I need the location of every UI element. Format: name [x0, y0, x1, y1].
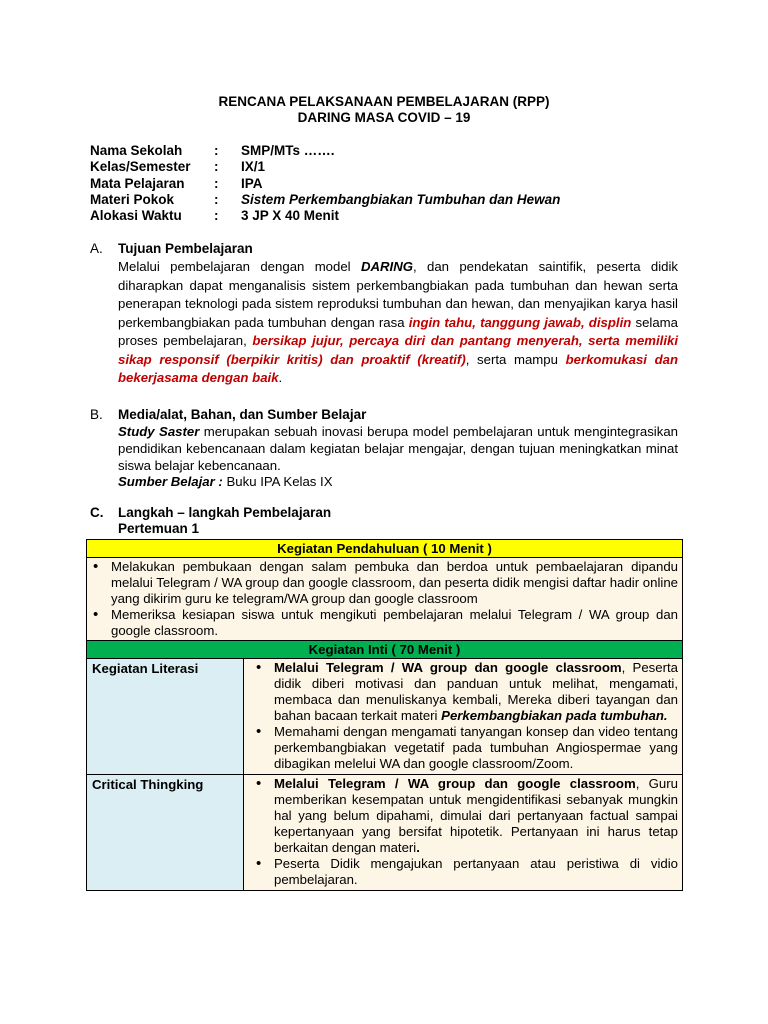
- info-row-time: [90, 208, 560, 224]
- table-row: [87, 540, 683, 558]
- info-colon: :: [214, 191, 219, 207]
- document-title: RENCANA PELAKSANAAN PEMBELAJARAN (RPP): [218, 94, 550, 109]
- intro-list: [87, 559, 682, 639]
- source-label: Sumber Belajar :: [118, 474, 223, 489]
- core-header: Kegiatan Inti ( 70 Menit ): [87, 641, 683, 659]
- text-run: .: [278, 370, 283, 385]
- list-item: • Memahami dengan mengamati tanyangan konsep dan video tentang perkembangbiakan vegetatif pada tumbuhan Angiospermae yang dibagikan melelui WA dan google classroom/Zoom.: [274, 724, 678, 772]
- intro-header: Kegiatan Pendahuluan ( 10 Menit ): [87, 540, 683, 558]
- list-item: [274, 660, 678, 724]
- section-a-paragraph: [118, 258, 678, 388]
- meeting-label: Pertemuan 1: [118, 521, 200, 536]
- list-item: • Memeriksa kesiapan siswa untuk mengikuti pembelajaran melalui Telegram / WA group dan google classroom.: [111, 607, 678, 639]
- section-c-heading: [90, 505, 331, 520]
- info-label: Nama Sekolah: [90, 143, 183, 158]
- info-label: Materi Pokok: [90, 191, 175, 207]
- info-row-school: [90, 143, 560, 159]
- section-title: Tujuan Pembelajaran: [118, 241, 253, 256]
- text-run-bold: Melalui Telegram / WA group dan google classroom: [274, 776, 636, 791]
- table-row: [87, 659, 683, 775]
- section-title: Langkah – langkah Pembelajaran: [118, 505, 332, 520]
- literacy-cell: [244, 659, 683, 775]
- list-item: [274, 776, 678, 856]
- section-letter: A.: [90, 241, 103, 256]
- text-run-bold: .: [416, 840, 420, 855]
- text-run: , dan pendekatan saintifik, peserta didik diharapkan dapat menganalisis sistem perkembangbiakan pada tumbuhan dan hewan serta penerapan teknologi pada sistem reproduksi tumbuhan dan hewan, dan menyajikan karya hasil perkembangbiakan pada tumbuhan dengan rasa: [118, 259, 678, 330]
- info-value: IX/1: [241, 159, 266, 175]
- info-value: 3 JP X 40 Menit: [241, 208, 340, 224]
- section-title: Media/alat, Bahan, dan Sumber Belajar: [118, 407, 367, 422]
- info-value: SMP/MTs …….: [241, 143, 335, 158]
- info-colon: :: [214, 208, 219, 224]
- info-label: Kelas/Semester: [90, 159, 191, 175]
- identity-block: [90, 143, 560, 224]
- section-letter: B.: [90, 407, 103, 422]
- table-row: [87, 775, 683, 891]
- text-run: Melalui pembelajaran dengan model: [118, 259, 361, 274]
- info-value: IPA: [241, 175, 263, 191]
- info-colon: :: [214, 143, 219, 158]
- text-run-bold: Melalui Telegram / WA group dan google classroom: [274, 660, 622, 675]
- info-row-subject: [90, 176, 560, 192]
- section-b-paragraph: [118, 423, 678, 474]
- text-run-emphasis: Study Saster: [118, 424, 200, 439]
- text-run-highlight: bersikap jujur, percaya diri dan pantang menyerah, serta memiliki sikap responsif (berpikir kritis) dan proaktif (kreatif): [118, 333, 679, 367]
- info-value: Sistem Perkembangbiakan Tumbuhan dan Hewan: [241, 191, 561, 207]
- info-label: Mata Pelajaran: [90, 175, 185, 191]
- section-letter: C.: [90, 505, 104, 520]
- literacy-list: [250, 660, 682, 772]
- info-colon: :: [214, 159, 219, 175]
- critical-label: Critical Thingking: [87, 775, 244, 891]
- text-run: , Guru memberikan kesempatan untuk mengidentifikasi sebanyak mungkin hal yang belum dipahami, dimulai dari pertanyaan factual sampai kepertanyaan yang bersifat hipotetik. Pertanyaan ini harus tetap berkaitan dengan materi: [274, 776, 678, 855]
- critical-list: [250, 776, 682, 888]
- text-run: selama proses pembelajaran,: [118, 314, 678, 348]
- intro-cell: [87, 558, 683, 641]
- text-run-highlight: berkomukasi dan bekerjasama dengan baik: [118, 351, 679, 385]
- list-item: • Peserta Didik mengajukan pertanyaan atau peristiwa di vidio pembelajaran.: [274, 856, 678, 888]
- section-a-heading: [90, 241, 253, 256]
- info-row-topic: [90, 192, 560, 208]
- source-value: Buku IPA Kelas IX: [222, 474, 333, 489]
- table-row: [87, 641, 683, 659]
- table-row: [87, 558, 683, 641]
- section-b-heading: [90, 407, 366, 422]
- text-run: , serta mampu: [465, 351, 566, 367]
- text-run-highlight: ingin tahu, tanggung jawab, displin: [408, 314, 632, 330]
- document-subtitle: DARING MASA COVID – 19: [297, 110, 471, 125]
- info-row-class: [90, 159, 560, 175]
- list-item: • Melakukan pembukaan dengan salam pembuka dan berdoa untuk pembaelajaran dipandu melalui Telegram / WA group dan google classroom, dan peserta didik mengisi daftar hadir online yang dikirim guru ke telegram/WA group dan google classroom: [111, 559, 678, 607]
- text-run: merupakan sebuah inovasi berupa model pembelajaran untuk mengintegrasikan pendidikan kebencanaan dalam kegiatan belajar mengajar, dengan tujuan meningkatkan minat siswa belajar kebencanaan.: [118, 424, 678, 473]
- text-run-emphasis: DARING: [360, 259, 413, 274]
- text-run-emphasis: Perkembangbiakan pada tumbuhan.: [441, 708, 668, 723]
- literacy-label: Kegiatan Literasi: [87, 659, 244, 775]
- critical-cell: [244, 775, 683, 891]
- learning-source: [118, 473, 678, 490]
- activities-table: [86, 539, 683, 891]
- info-label: Alokasi Waktu: [90, 208, 182, 224]
- info-colon: :: [214, 175, 219, 191]
- text-run: , Peserta didik diberi motivasi dan panduan untuk melihat, mengamati, membaca dan menuliskanya kembali, Mereka diberi tayangan dan bahan bacaan terkait materi: [274, 660, 678, 723]
